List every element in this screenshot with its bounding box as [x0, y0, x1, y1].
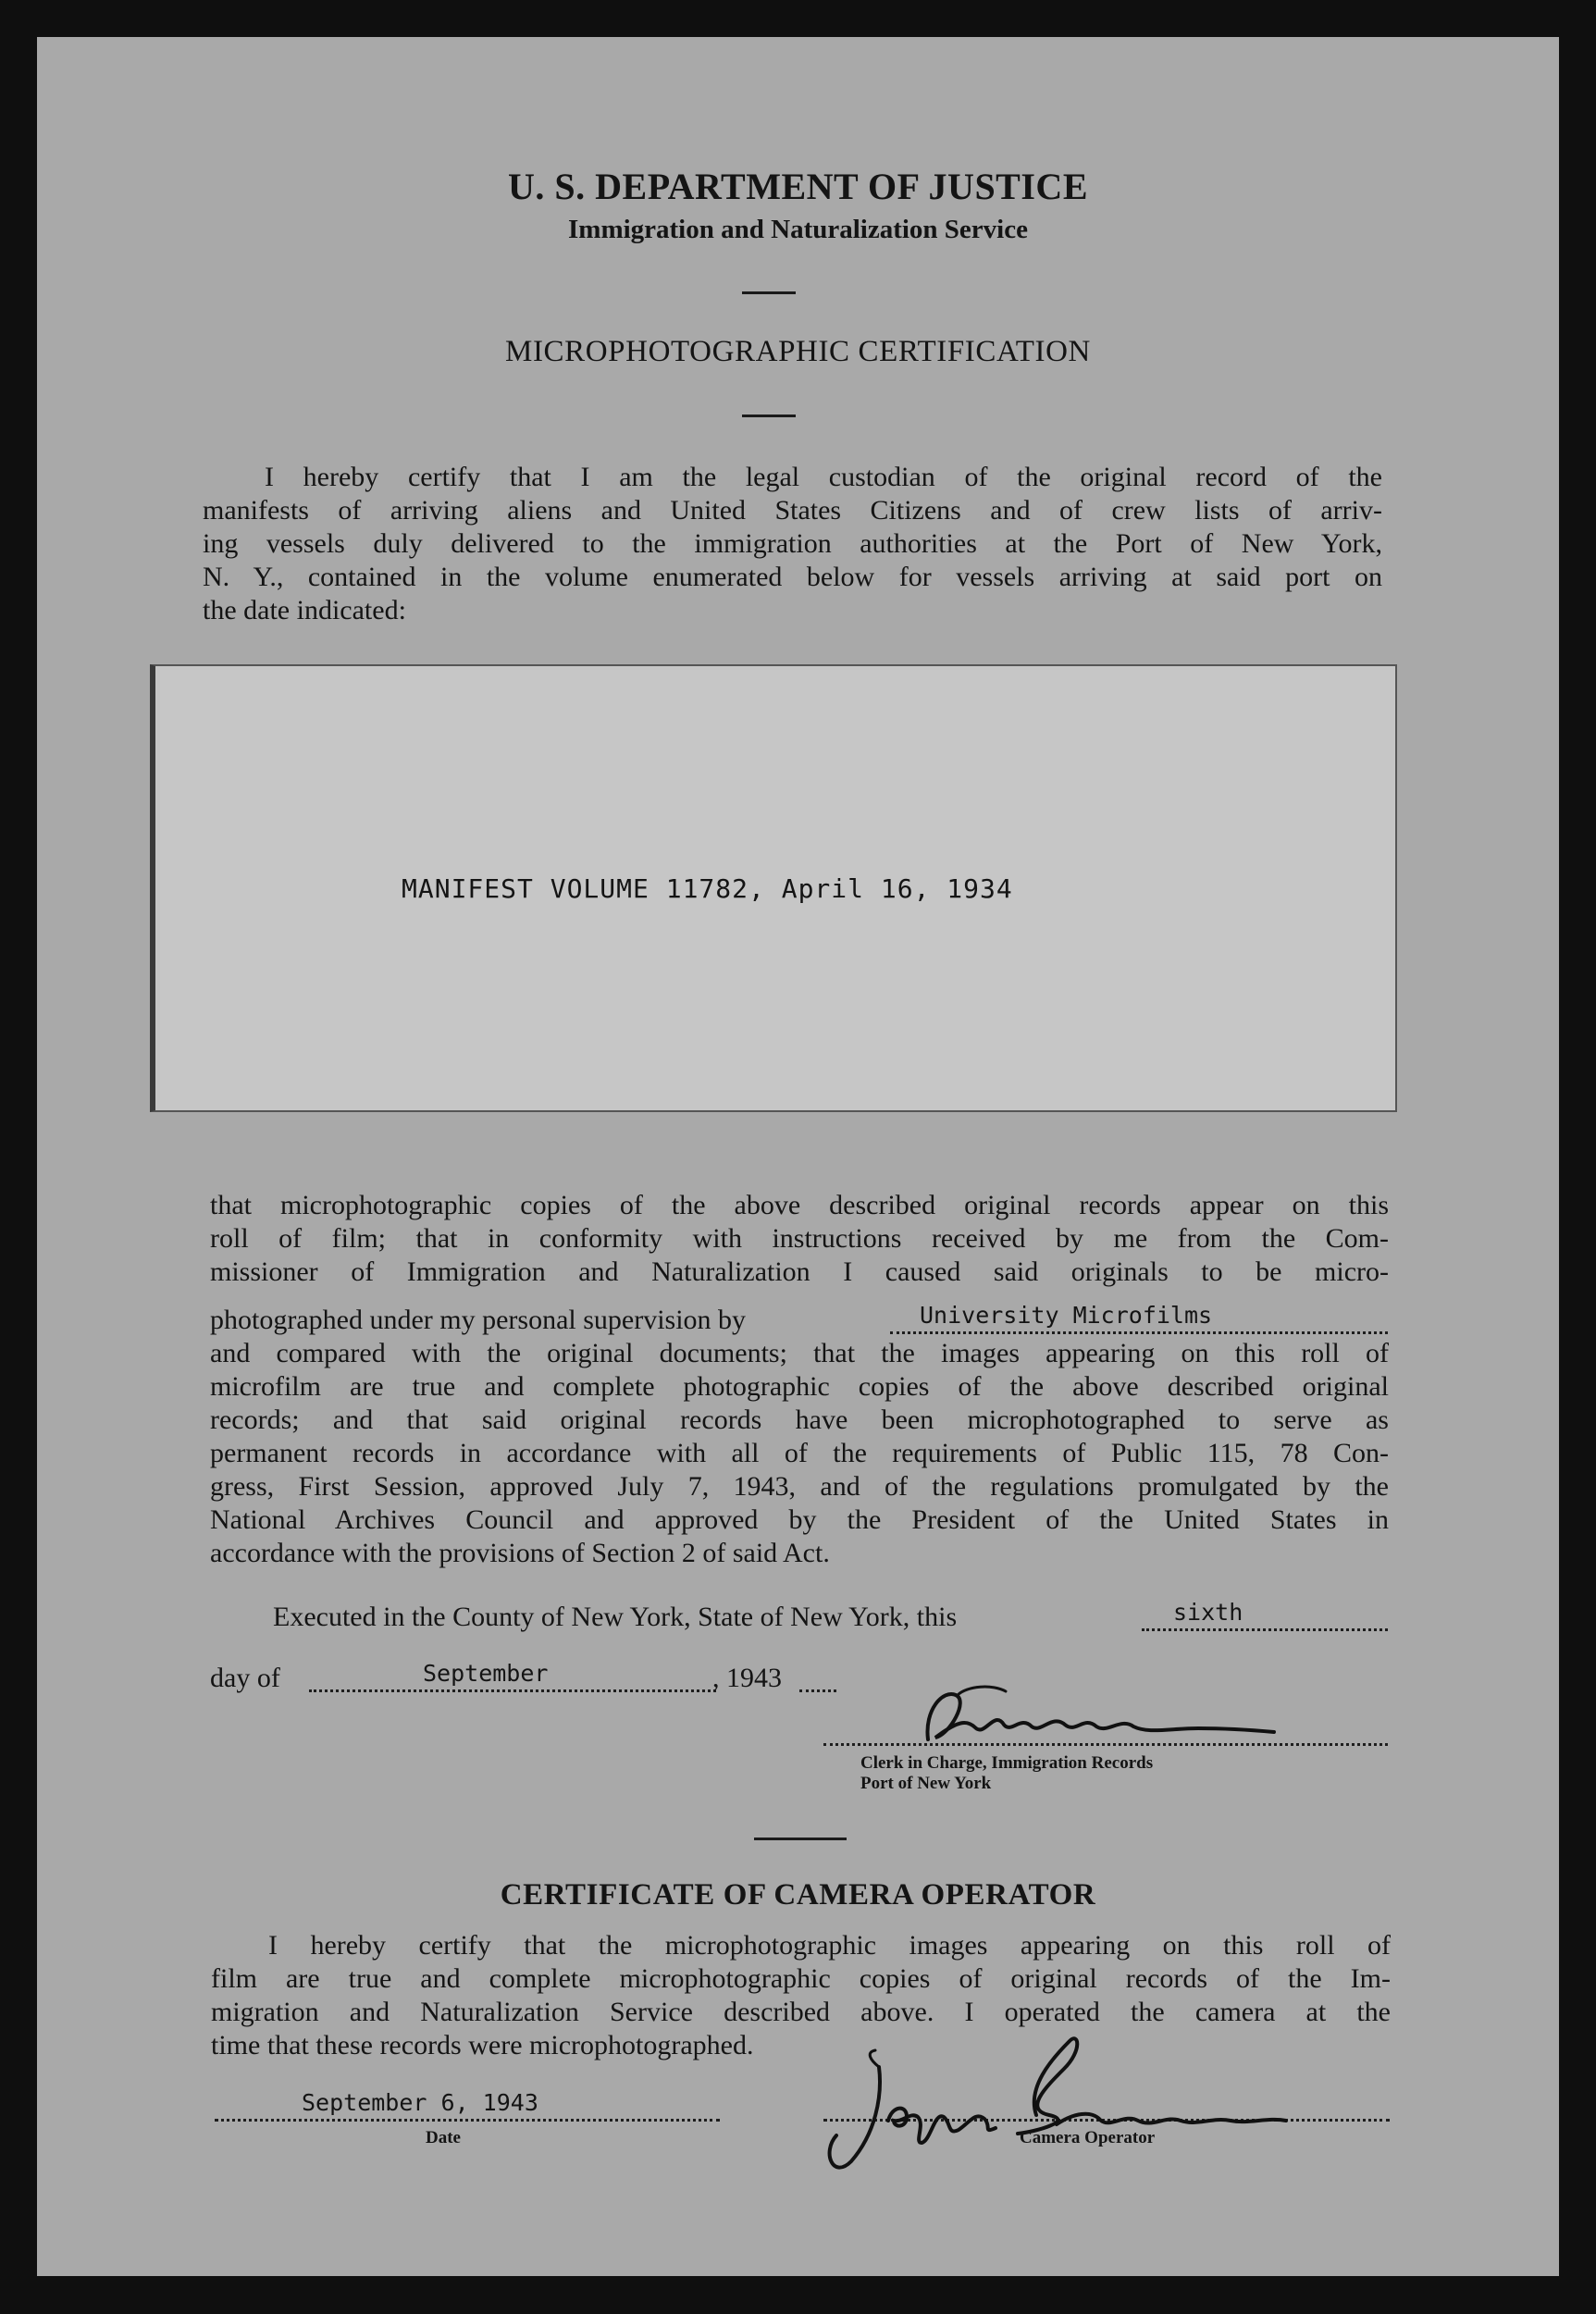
body2-line-1: and compared with the original documents; that the images appearing on this roll of	[210, 1338, 1389, 1368]
body2-line-3: records; and that said original records have been microphotographed to serve as	[210, 1404, 1389, 1435]
camera-line-2: film are true and complete microphotographic copies of original records of the Im-	[211, 1963, 1391, 1994]
camera-line-3: migration and Naturalization Service described above. I operated the camera at the	[211, 1997, 1391, 2027]
intro-line-5: the date indicated:	[203, 595, 406, 625]
body-line-1: that microphotographic copies of the above described original records appear on this	[210, 1190, 1389, 1220]
intro-line-4: N. Y., contained in the volume enumerated below for vessels arriving at said port on	[203, 562, 1382, 592]
executed-day-value: sixth	[1173, 1599, 1243, 1626]
executed-day-dotted-line	[1142, 1628, 1388, 1631]
certification-title: MICROPHOTOGRAPHIC CERTIFICATION	[505, 335, 1091, 368]
intro-line-1: I hereby certify that I am the legal custodian of the original record of the	[265, 462, 1382, 492]
camera-line-1: I hereby certify that the microphotographic images appearing on this roll of	[268, 1930, 1391, 1961]
body-line-3: missioner of Immigration and Naturalization I caused said originals to be micro-	[210, 1256, 1389, 1287]
body2-line-7: accordance with the provisions of Section 2 of said Act.	[210, 1538, 830, 1568]
body2-line-6: National Archives Council and approved by the President of the United States in	[210, 1504, 1389, 1535]
clerk-caption-title: Clerk in Charge, Immigration Records	[860, 1753, 1154, 1773]
body2-line-4: permanent records in accordance with all of the requirements of Public 115, 78 Con-	[210, 1438, 1389, 1468]
date-caption: Date	[426, 2128, 461, 2147]
date-dotted-line	[215, 2119, 720, 2122]
operator-caption: Camera Operator	[1020, 2128, 1156, 2147]
month-value: September	[423, 1660, 549, 1687]
camera-date-value: September 6, 1943	[302, 2089, 538, 2116]
body-line-2: roll of film; that in conformity with instructions received by me from the Com-	[210, 1223, 1389, 1254]
executed-prefix: Executed in the County of New York, State of New York, this	[273, 1602, 958, 1632]
header-divider	[742, 291, 796, 294]
clerk-caption-port: Port of New York	[860, 1774, 992, 1793]
camera-divider	[754, 1838, 847, 1840]
operator-signature	[814, 2032, 1295, 2171]
manifest-volume-text: MANIFEST VOLUME 11782, April 16, 1934	[402, 873, 1013, 904]
camera-line-4: time that these records were microphotographed.	[211, 2030, 754, 2060]
service-subtitle: Immigration and Naturalization Service	[568, 215, 1028, 244]
title-divider	[742, 415, 796, 417]
camera-certificate-title: CERTIFICATE OF CAMERA OPERATOR	[500, 1878, 1096, 1912]
department-title: U. S. DEPARTMENT OF JUSTICE	[508, 166, 1088, 207]
month-dotted-line	[309, 1689, 716, 1692]
supervision-dotted-line	[890, 1331, 1388, 1334]
body2-line-5: gress, First Session, approved July 7, 1943, and of the regulations promulgated by the	[210, 1471, 1389, 1502]
intro-line-2: manifests of arriving aliens and United States Citizens and of crew lists of arriv-	[203, 495, 1382, 526]
year-dotted-line	[799, 1689, 836, 1692]
intro-line-3: ing vessels duly delivered to the immigration authorities at the Port of New York,	[203, 528, 1382, 559]
supervision-value: University Microfilms	[920, 1302, 1213, 1329]
body2-line-2: microfilm are true and complete photographic copies of the above described original	[210, 1371, 1389, 1402]
supervision-prefix: photographed under my personal supervision by	[210, 1305, 747, 1335]
day-of-label: day of	[210, 1663, 280, 1693]
year-text: , 1943	[712, 1663, 782, 1693]
clerk-signature	[902, 1682, 1291, 1756]
